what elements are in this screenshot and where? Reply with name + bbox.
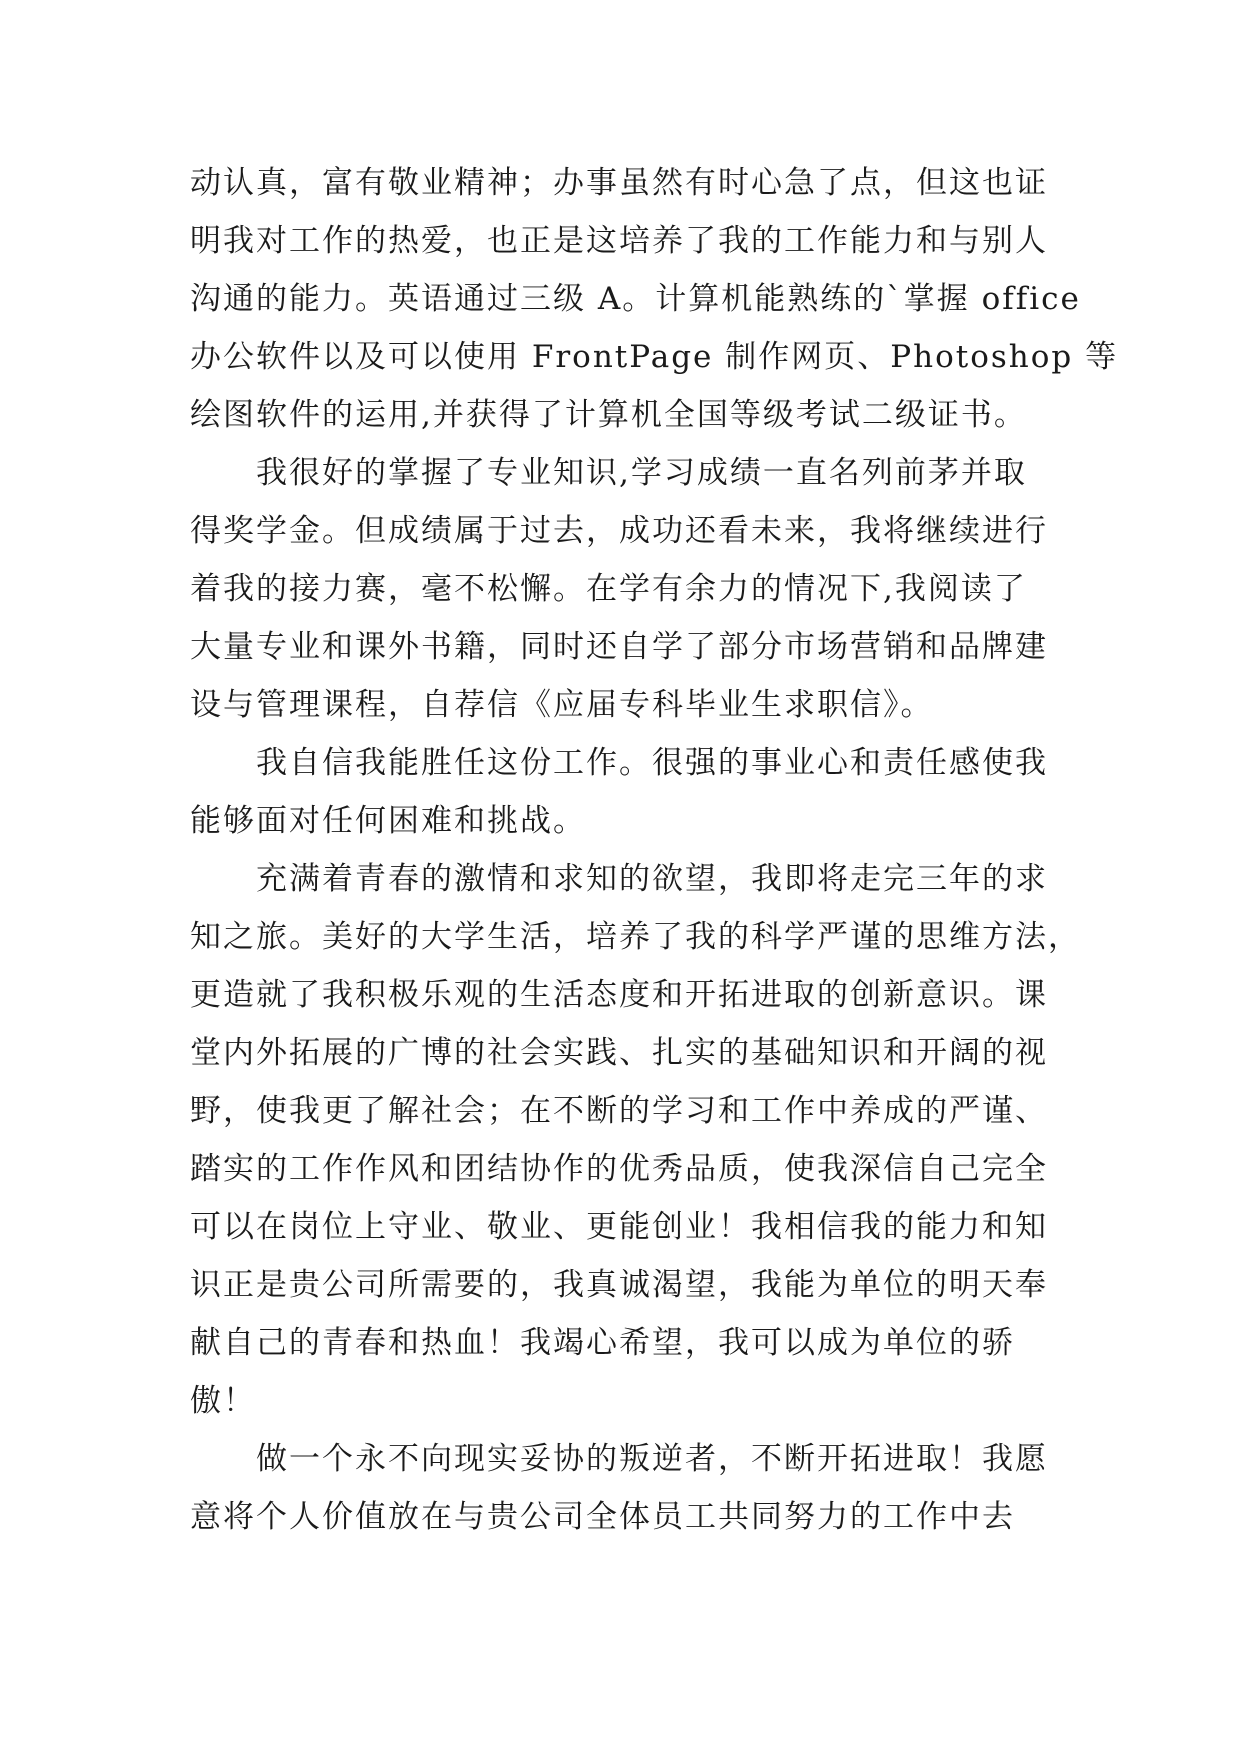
- text-line: 沟通的能力。英语通过三级 A。计算机能熟练的`掌握 office: [190, 281, 1081, 317]
- text-line: 野，使我更了解社会；在不断的学习和工作中养成的严谨、: [190, 1093, 1048, 1129]
- text-line: 堂内外拓展的广博的社会实践、扎实的基础知识和开阔的视: [190, 1035, 1048, 1071]
- paragraph-start-line: 我很好的掌握了专业知识,学习成绩一直名列前茅并取: [256, 455, 1027, 491]
- text-line: 更造就了我积极乐观的生活态度和开拓进取的创新意识。课: [190, 977, 1048, 1013]
- text-line: 可以在岗位上守业、敬业、更能创业！我相信我的能力和知: [190, 1209, 1048, 1245]
- paragraph-start-line: 我自信我能胜任这份工作。很强的事业心和责任感使我: [256, 745, 1048, 781]
- text-line: 着我的接力赛，毫不松懈。在学有余力的情况下,我阅读了: [190, 571, 1027, 607]
- text-line: 意将个人价值放在与贵公司全体员工共同努力的工作中去: [190, 1499, 1015, 1535]
- text-line: 大量专业和课外书籍，同时还自学了部分市场营销和品牌建: [190, 629, 1048, 665]
- paragraph-start-line: 充满着青春的激情和求知的欲望，我即将走完三年的求: [256, 861, 1048, 897]
- text-line: 明我对工作的热爱，也正是这培养了我的工作能力和与别人: [190, 223, 1048, 259]
- text-line: 设与管理课程，自荐信《应届专科毕业生求职信》。: [190, 687, 934, 723]
- text-line: 得奖学金。但成绩属于过去，成功还看未来，我将继续进行: [190, 513, 1048, 549]
- body-text: [190, 154, 1119, 1546]
- text-line: 办公软件以及可以使用 FrontPage 制作网页、Photoshop 等: [190, 339, 1119, 375]
- text-line: 献自己的青春和热血！我竭心希望，我可以成为单位的骄: [190, 1325, 1015, 1361]
- text-line: 傲！: [190, 1383, 256, 1419]
- text-line: 绘图软件的运用,并获得了计算机全国等级考试二级证书。: [190, 397, 1027, 433]
- text-line: 能够面对任何困难和挑战。: [190, 803, 586, 839]
- text-line: 识正是贵公司所需要的，我真诚渴望，我能为单位的明天奉: [190, 1267, 1048, 1303]
- text-line: 踏实的工作作风和团结协作的优秀品质，使我深信自己完全: [190, 1151, 1048, 1187]
- paragraph-start-line: 做一个永不向现实妥协的叛逆者，不断开拓进取！我愿: [256, 1441, 1048, 1477]
- text-line: 知之旅。美好的大学生活，培养了我的科学严谨的思维方法，: [190, 919, 1081, 955]
- text-line: 动认真，富有敬业精神；办事虽然有时心急了点，但这也证: [190, 165, 1048, 201]
